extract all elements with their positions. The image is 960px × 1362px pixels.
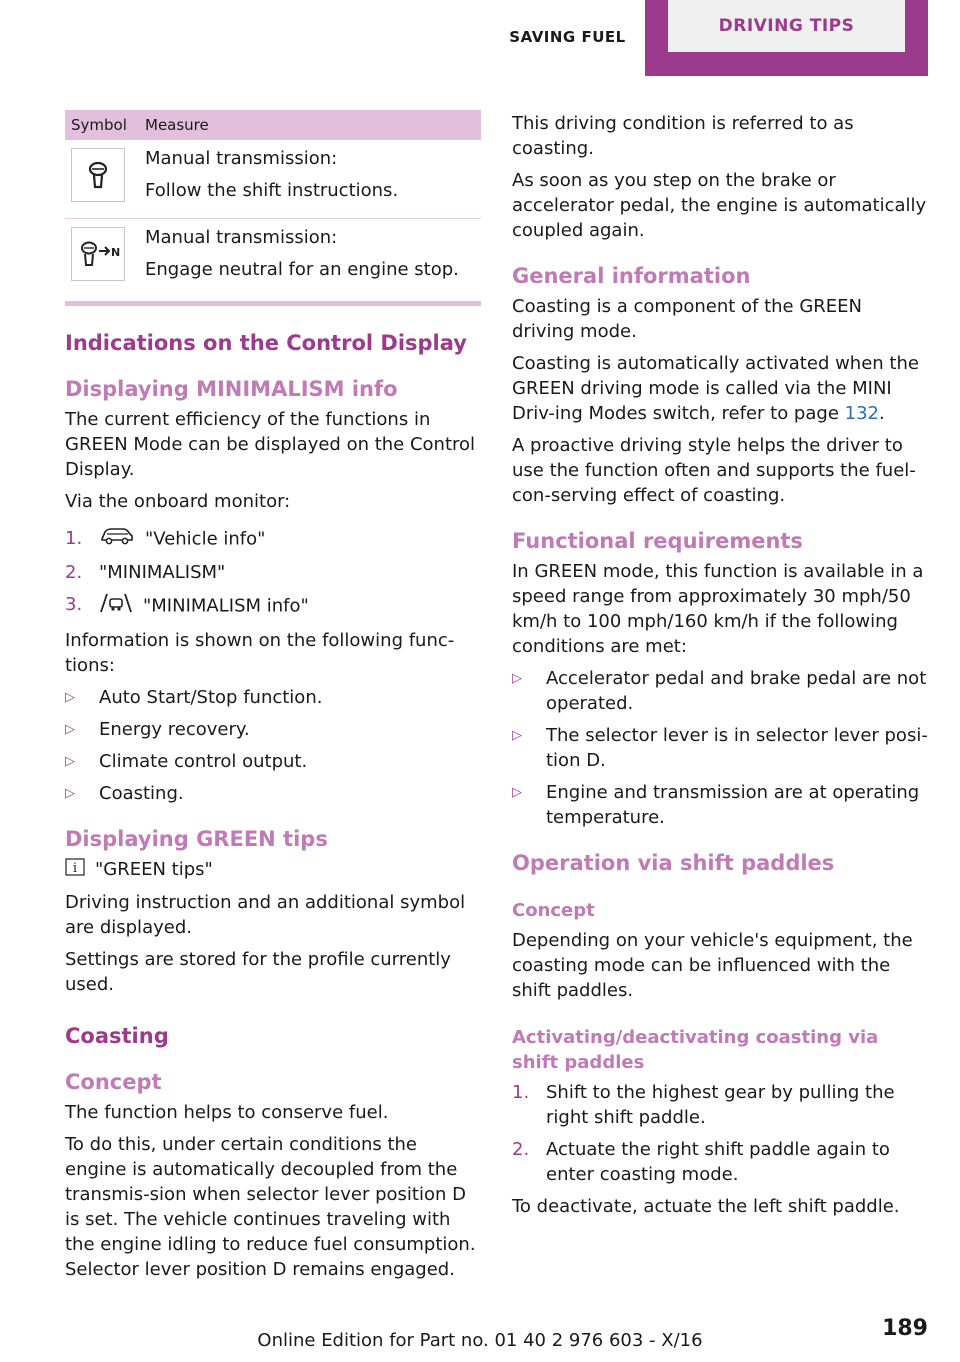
menu-label: "Vehicle info" [145, 528, 266, 550]
heading-operation-shift-paddles: Operation via shift paddles [512, 851, 835, 875]
list-item: 3. "MINIMALISM info" [65, 592, 483, 621]
heading-indications: Indications on the Control Display [65, 331, 467, 355]
page-header [490, 0, 928, 76]
car-icon [99, 526, 135, 553]
list-item: ▷ Coasting. [65, 783, 184, 804]
measure-line: Follow the shift instructions. [145, 180, 399, 201]
table-row [65, 140, 481, 219]
measure-line: Manual transmission: [145, 227, 338, 248]
paragraph: This driving condition is referred to as coasting. [512, 113, 854, 159]
heading-green-tips: Displaying GREEN tips [65, 827, 328, 851]
functions-list [65, 685, 483, 806]
chapter-title: DRIVING TIPS [668, 0, 905, 52]
measure-line: Engage neutral for an engine stop. [145, 259, 459, 280]
table-header-measure: Measure [139, 110, 481, 140]
list-item: 2. "MINIMALISM" [65, 562, 226, 583]
conditions-list [512, 666, 930, 830]
list-item: ▷ Engine and transmission are at operating temperature. [512, 782, 920, 828]
list-item: ▷ Energy recovery. [65, 719, 250, 740]
page-number: 189 [882, 1316, 928, 1341]
measure-line: Manual transmission: [145, 148, 338, 169]
paragraph: A proactive driving style helps the driver to use the function often and supports the fuel-con-serving effect of coasting. [512, 435, 916, 506]
triangle-bullet-icon: ▷ [512, 728, 522, 743]
symbol-table [65, 110, 481, 297]
list-item: 2. Actuate the right shift paddle again to enter coasting mode. [512, 1139, 890, 1185]
footer-edition: Online Edition for Part no. 01 40 2 976 603 - X/16 [257, 1330, 703, 1351]
triangle-bullet-icon: ▷ [65, 754, 75, 769]
paragraph: Information is shown on the following func-tions: [65, 630, 455, 676]
heading-coasting: Coasting [65, 1023, 169, 1048]
paragraph: Depending on your vehicle's equipment, the coasting mode can be influenced with the shift paddles. [512, 930, 913, 1001]
paragraph: Via the onboard monitor: [65, 491, 291, 512]
left-column [65, 110, 483, 1289]
table-end-rule [65, 301, 481, 306]
triangle-bullet-icon: ▷ [65, 722, 75, 737]
paragraph: As soon as you step on the brake or accelerator pedal, the engine is automatically coupled again. [512, 170, 927, 241]
menu-label: "MINIMALISM info" [143, 595, 309, 617]
gear-neutral-icon [71, 227, 125, 281]
list-item: ▷ Climate control output. [65, 751, 308, 772]
table-header-symbol: Symbol [65, 110, 139, 140]
paddle-steps [512, 1080, 930, 1187]
list-item: 1. Shift to the highest gear by pulling the right shift paddle. [512, 1082, 895, 1128]
page-link[interactable]: 132 [844, 403, 879, 424]
list-item: ▷ The selector lever is in selector lever posi-tion D. [512, 725, 928, 771]
heading-concept-2: Concept [512, 900, 595, 921]
heading-general-information: General information [512, 264, 751, 288]
info-icon [65, 858, 85, 883]
list-item: ▷ Auto Start/Stop function. [65, 687, 323, 708]
list-item: ▷ Accelerator pedal and brake pedal are not operated. [512, 668, 927, 714]
svg-text:N: N [111, 246, 121, 259]
minimalism-icon [99, 592, 133, 621]
paragraph: Coasting is automatically activated when the GREEN driving mode is called via the MINI Driv-ing Modes switch, refer to page 132. [512, 353, 919, 424]
gear-shift-up-icon [71, 148, 125, 202]
table-row [65, 219, 481, 298]
paragraph: The current efficiency of the functions in GREEN Mode can be displayed on the Control Display. [65, 409, 476, 480]
paragraph: To do this, under certain conditions the engine is automatically decoupled from the transmis-sion when selector lever position D is set. The vehicle continues traveling with the engine idling to reduce fuel consumption. Selector lever position D remains engaged. [65, 1133, 476, 1280]
heading-minimalism: Displaying MINIMALISM info [65, 377, 398, 401]
menu-label: "GREEN tips" [95, 859, 213, 880]
heading-activating-coasting: Activating/deactivating coasting via shift paddles [512, 1027, 879, 1073]
paragraph: Driving instruction and an additional symbol are displayed. [65, 891, 466, 938]
paragraph: In GREEN mode, this function is available in a speed range from approximately 30 mph/50 km/h to 100 mph/160 km/h if the following conditions are met: [512, 561, 924, 657]
svg-text:i: i [72, 860, 78, 876]
paragraph: Settings are stored for the profile currently used. [65, 948, 451, 995]
triangle-bullet-icon: ▷ [65, 690, 75, 705]
chapter-tab [645, 0, 928, 76]
triangle-bullet-icon: ▷ [512, 671, 522, 686]
heading-concept: Concept [65, 1069, 162, 1094]
paragraph: The function helps to conserve fuel. [65, 1101, 389, 1123]
triangle-bullet-icon: ▷ [65, 786, 75, 801]
list-item: 1. "Vehicle info" [65, 526, 483, 553]
minimalism-steps [65, 526, 483, 621]
triangle-bullet-icon: ▷ [512, 785, 522, 800]
paragraph: To deactivate, actuate the left shift paddle. [512, 1196, 900, 1217]
heading-functional-requirements: Functional requirements [512, 529, 803, 553]
right-column [512, 111, 930, 1226]
section-title: SAVING FUEL [509, 28, 626, 46]
paragraph: Coasting is a component of the GREEN driving mode. [512, 296, 863, 342]
menu-label: "MINIMALISM" [99, 562, 226, 583]
